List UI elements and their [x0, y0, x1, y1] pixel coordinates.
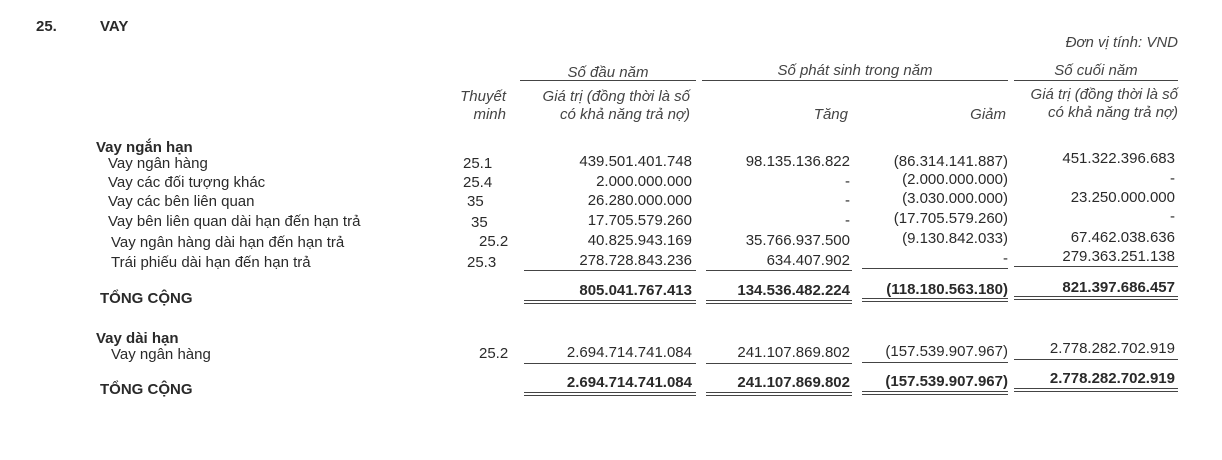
row-increase: 98.135.136.822	[745, 153, 850, 170]
header-increase: Tăng	[813, 106, 848, 123]
section-title: VAY	[100, 18, 129, 35]
row-note: 35	[471, 214, 488, 231]
row-decrease: -	[1003, 250, 1008, 267]
total-double-rule-closing	[1014, 296, 1178, 300]
header-opening-line1: Giá trị (đồng thời là số	[542, 88, 690, 105]
subtotal-rule-increase	[706, 270, 852, 271]
subtotal-rule-closing	[1014, 359, 1178, 360]
header-movement-underline	[702, 80, 1008, 81]
row-note: 25.3	[467, 254, 497, 271]
row-closing: -	[1170, 208, 1175, 225]
row-note: 25.2	[479, 233, 509, 250]
row-label: Vay các bên liên quan	[108, 193, 255, 210]
subtotal-rule-closing	[1014, 266, 1178, 267]
row-closing: 279.363.251.138	[1062, 248, 1175, 265]
row-closing: 451.322.396.683	[1062, 150, 1175, 167]
header-movement-group: Số phát sinh trong năm	[777, 62, 933, 79]
total-increase: 134.536.482.224	[737, 282, 850, 299]
unit-note: Đơn vị tính: VND	[1065, 34, 1178, 51]
total-double-rule-increase	[706, 300, 852, 304]
header-closing-line2: có khả năng trả nợ)	[1048, 104, 1178, 121]
row-opening: 2.694.714.741.084	[566, 344, 692, 361]
subtotal-rule-decrease	[862, 362, 1008, 363]
row-decrease: (2.000.000.000)	[902, 171, 1008, 188]
row-note: 35	[467, 193, 484, 210]
total-double-rule-increase	[706, 392, 852, 396]
header-closing-underline	[1014, 80, 1178, 81]
short-term-heading: Vay ngắn hạn	[96, 139, 193, 156]
section-number: 25.	[36, 18, 57, 35]
row-opening: 26.280.000.000	[587, 192, 692, 209]
row-increase: -	[845, 173, 850, 190]
row-increase: -	[845, 192, 850, 209]
row-decrease: (9.130.842.033)	[902, 230, 1008, 247]
row-increase: 634.407.902	[766, 252, 850, 269]
subtotal-rule-opening	[524, 363, 696, 364]
header-note-line1: Thuyết	[460, 88, 506, 105]
subtotal-rule-increase	[706, 363, 852, 364]
header-closing-group: Số cuối năm	[1054, 62, 1138, 79]
header-note-line2: minh	[473, 106, 506, 123]
long-term-heading: Vay dài hạn	[96, 330, 179, 347]
row-label: Vay ngân hàng	[108, 155, 208, 172]
row-decrease: (157.539.907.967)	[885, 343, 1008, 360]
row-decrease: (17.705.579.260)	[893, 210, 1008, 227]
row-label: Vay các đối tượng khác	[108, 174, 266, 191]
row-note: 25.2	[479, 345, 509, 362]
row-increase: -	[845, 212, 850, 229]
total-double-rule-decrease	[862, 298, 1008, 302]
row-closing: 23.250.000.000	[1070, 189, 1175, 206]
total-double-rule-decrease	[862, 391, 1008, 395]
row-opening: 2.000.000.000	[596, 173, 692, 190]
row-label: Vay ngân hàng dài hạn đến hạn trả	[111, 234, 345, 251]
row-label: Vay bên liên quan dài hạn đến hạn trả	[108, 213, 361, 230]
row-increase: 35.766.937.500	[745, 232, 850, 249]
subtotal-rule-opening	[524, 270, 696, 271]
total-label: TỔNG CỘNG	[100, 290, 193, 307]
row-closing: 2.778.282.702.919	[1049, 340, 1175, 357]
header-closing-line1: Giá trị (đồng thời là số	[1030, 86, 1178, 103]
row-increase: 241.107.869.802	[737, 344, 850, 361]
total-double-rule-closing	[1014, 388, 1178, 392]
subtotal-rule-decrease	[862, 268, 1008, 269]
header-decrease: Giảm	[970, 106, 1006, 123]
total-decrease: (157.539.907.967)	[885, 373, 1008, 390]
row-note: 25.4	[463, 174, 493, 191]
total-double-rule-opening	[524, 392, 696, 396]
row-opening: 17.705.579.260	[587, 212, 692, 229]
row-closing: -	[1170, 170, 1175, 187]
total-opening: 805.041.767.413	[579, 282, 692, 299]
total-opening: 2.694.714.741.084	[566, 374, 692, 391]
row-label: Trái phiếu dài hạn đến hạn trả	[111, 254, 311, 271]
total-decrease: (118.180.563.180)	[886, 281, 1008, 298]
row-note: 25.1	[463, 155, 493, 172]
row-decrease: (86.314.141.887)	[893, 153, 1008, 170]
total-closing: 821.397.686.457	[1062, 279, 1175, 296]
header-opening-line2: có khả năng trả nợ)	[560, 106, 690, 123]
total-increase: 241.107.869.802	[737, 374, 850, 391]
total-closing: 2.778.282.702.919	[1049, 370, 1175, 387]
row-opening: 439.501.401.748	[579, 153, 692, 170]
row-closing: 67.462.038.636	[1070, 229, 1175, 246]
row-opening: 40.825.943.169	[587, 232, 692, 249]
total-label: TỔNG CỘNG	[100, 381, 193, 398]
header-opening-group: Số đầu năm	[567, 64, 649, 81]
row-label: Vay ngân hàng	[111, 346, 211, 363]
row-opening: 278.728.843.236	[579, 252, 692, 269]
row-decrease: (3.030.000.000)	[902, 190, 1008, 207]
header-opening-underline	[520, 80, 696, 81]
total-double-rule-opening	[524, 300, 696, 304]
